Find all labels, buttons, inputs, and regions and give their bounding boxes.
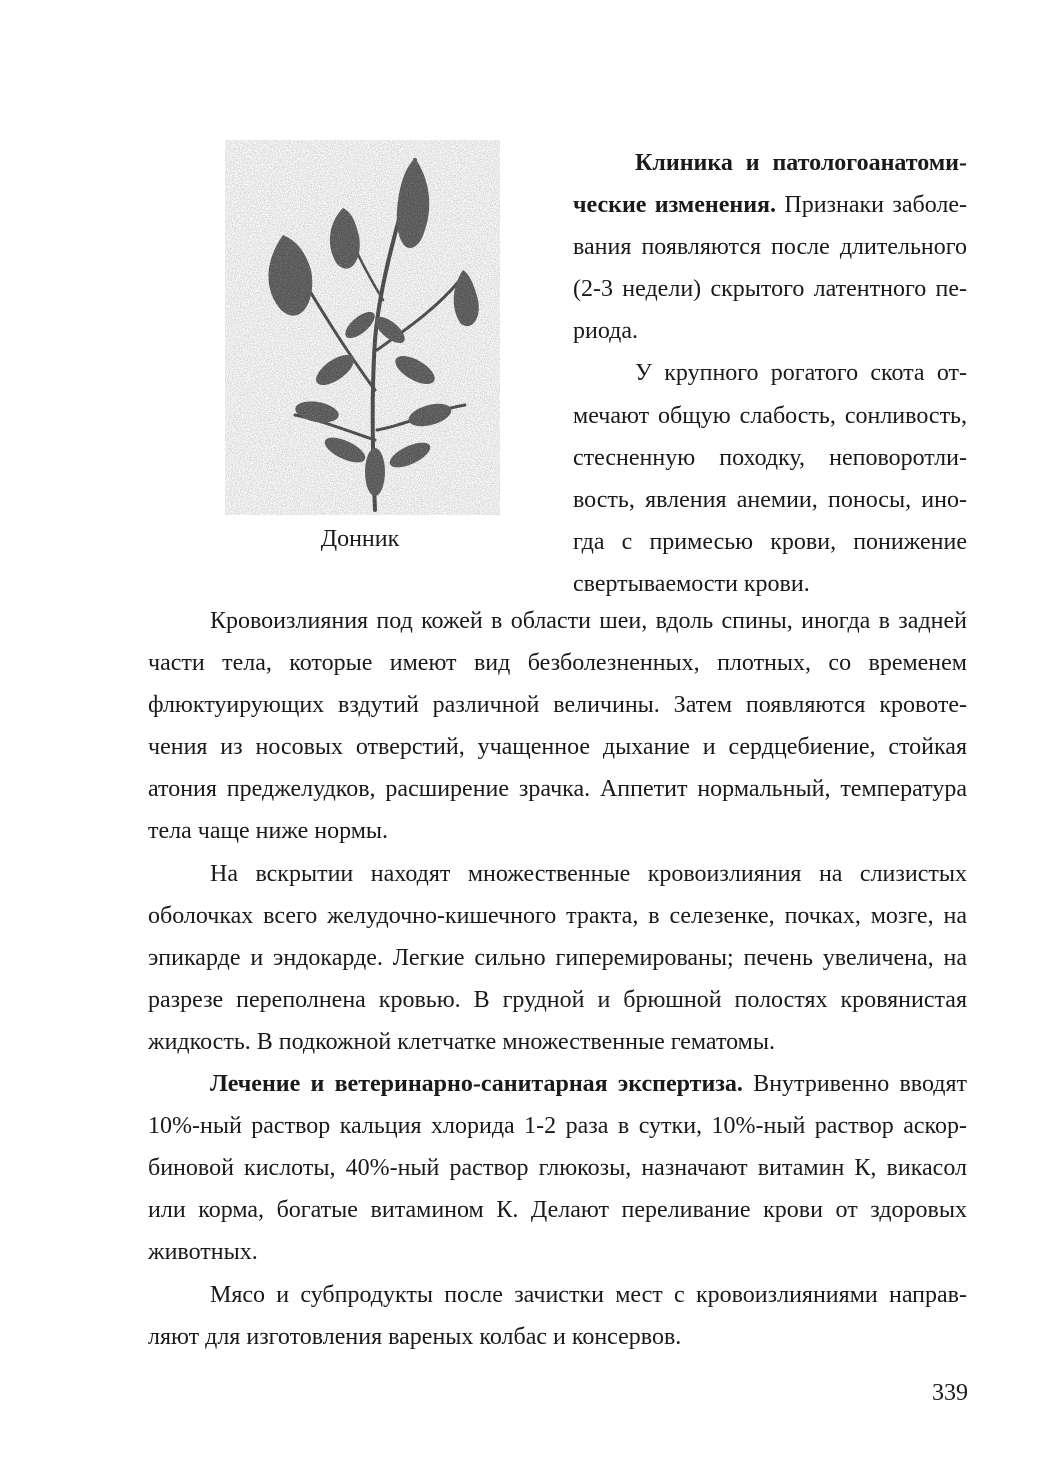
paragraph-body: Внутривенно вводят 10%-ный раствор кальция хлорида 1-2 раза в сутки, 10%-ный раствор аскорбиновой кислоты, 40%-ный раствор глюкозы, назначают витамин К, викасол или корма, богатые витамином К. Делают переливание крови от здоровых животных.: [148, 1071, 967, 1266]
paragraph-body: Признаки заболевания появляются после длительного (2-3 недели) скрытого латентного периода.: [573, 192, 967, 345]
page-number: 339: [932, 1380, 968, 1406]
paragraph: Мясо и субпродукты после зачистки мест с кровоизлияниями направляют для изготовления вареных колбас и консервов.: [148, 1281, 967, 1350]
paragraph: [148, 1063, 967, 1273]
plant-illustration: [225, 140, 500, 515]
side-text-column: [573, 142, 967, 605]
paragraph: [573, 142, 967, 352]
paragraph: На вскрытии находят множественные кровоизлияния на слизистых оболочках всего желудочно-кишечного тракта, в селезенке, почках, мозге, на эпикарде и эндокарде. Легкие сильно гиперемированы; печень увеличена, на разрезе переполнена кровью. В грудной и брюшной полостях кровянистая жидкость. В подкожной клетчатке множественные гематомы.: [148, 860, 967, 1055]
main-text-column: [148, 600, 967, 1358]
section-heading: Клиника и патологоанатомические изменения.: [573, 150, 967, 219]
paragraph: У крупного рогатого скота отмечают общую слабость, сонливость, стесненную походку, неповоротливость, явления анемии, поносы, иногда с примесью крови, понижение свертываемости крови.: [573, 360, 967, 597]
paragraph: Кровоизлияния под кожей в области шеи, вдоль спины, иногда в задней части тела, которые имеют вид безболезненных, плотных, со временем флюктуирующих вздутий различной величины. Затем появляются кровотечения из носовых отверстий, учащенное дыхание и сердцебиение, стойкая атония преджелудков, расширение зрачка. Аппетит нормальный, температура тела чаще ниже нормы.: [148, 608, 967, 845]
section-heading: Лечение и ветеринарно-санитарная экспертиза.: [210, 1071, 743, 1098]
figure-caption: Донник: [320, 526, 400, 552]
